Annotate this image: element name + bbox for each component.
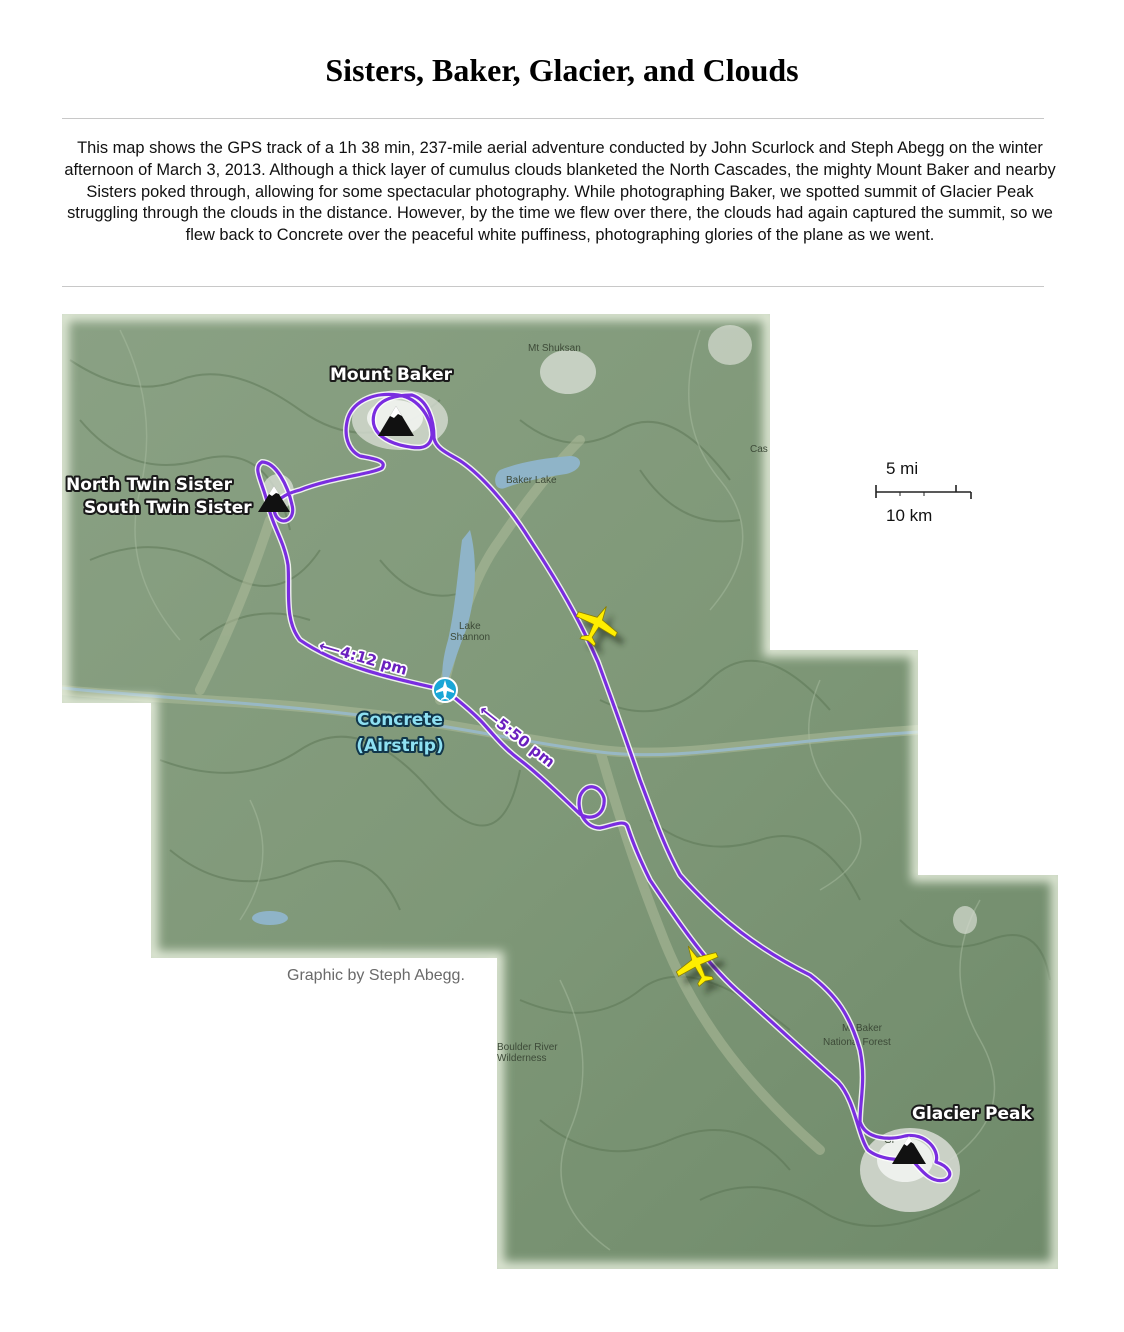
scale-bar bbox=[876, 459, 971, 525]
label-cas: Cas bbox=[750, 444, 768, 455]
label-south-twin-sister: South Twin Sister bbox=[84, 498, 252, 518]
label-airstrip-type: (Airstrip) bbox=[356, 736, 444, 756]
label-mt-shuksan: Mt Shuksan bbox=[528, 343, 581, 354]
label-wilderness-1: Boulder River bbox=[497, 1042, 558, 1053]
label-time-return: 5:50 pm bbox=[492, 714, 559, 772]
label-north-twin-sister: North Twin Sister bbox=[66, 475, 232, 495]
time-arrow-return: ⟵ bbox=[475, 700, 504, 729]
label-lake-shannon-1: Lake bbox=[459, 621, 481, 632]
label-lake-shannon-2: Shannon bbox=[450, 632, 491, 643]
label-gl: Gl bbox=[884, 1135, 894, 1146]
scale-km-label: 10 km bbox=[886, 506, 933, 525]
label-time-outbound: 4:12 pm bbox=[338, 642, 410, 679]
label-glacier-peak: Glacier Peak bbox=[912, 1104, 1032, 1124]
time-arrow-outbound: ⟵ bbox=[316, 636, 343, 660]
airstrip-marker[interactable] bbox=[433, 678, 457, 702]
scale-miles-label: 5 mi bbox=[886, 459, 919, 478]
intro-paragraph: This map shows the GPS track of a 1h 38 min, 237-mile aerial adventure conducted by John Scurlock and Steph Abegg on the winter afternoon of March 3, 2013. Although a thick layer of cumulus clouds blanketed the North Cascades, the mighty Mount Baker and nearby Sisters poked through, allowing for some spectacular photography. While photographing Baker, we spotted summit of Glacier Peak struggling through the clouds in the distance. However, by the time we flew over there, the clouds had again captured the summit, so we flew back to Concrete over the peaceful white puffiness, photographing glories of the plane as we went. bbox=[64, 139, 1056, 245]
label-forest-2: National Forest bbox=[823, 1037, 891, 1048]
page-title: Sisters, Baker, Glacier, and Clouds bbox=[325, 52, 799, 88]
graphic-credit: Graphic by Steph Abegg. bbox=[287, 967, 465, 984]
label-wilderness-2: Wilderness bbox=[497, 1053, 547, 1064]
label-concrete: Concrete bbox=[357, 710, 443, 730]
label-mount-baker: Mount Baker bbox=[330, 365, 453, 385]
label-forest-1: Mt Baker bbox=[842, 1023, 883, 1034]
label-baker-lake: Baker Lake bbox=[506, 475, 557, 486]
